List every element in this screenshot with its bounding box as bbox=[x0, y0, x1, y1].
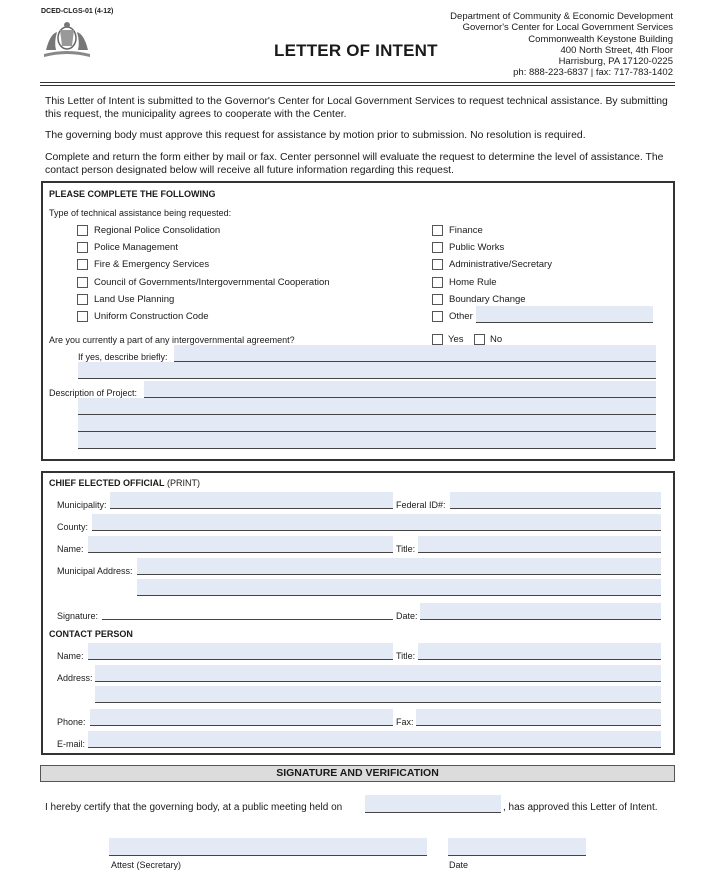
municipality-label: Municipality: bbox=[57, 500, 107, 510]
other-input[interactable] bbox=[476, 306, 653, 323]
option-label: Other bbox=[449, 311, 473, 322]
checkbox-public-works[interactable] bbox=[432, 242, 443, 253]
contact-address-input-line1[interactable] bbox=[95, 665, 661, 682]
checkbox-finance[interactable] bbox=[432, 225, 443, 236]
project-input-line2[interactable] bbox=[78, 398, 656, 415]
checkbox-admin-secretary[interactable] bbox=[432, 259, 443, 270]
contact-address-input-line2[interactable] bbox=[95, 686, 661, 703]
email-input[interactable] bbox=[88, 731, 661, 748]
option-label: Administrative/Secretary bbox=[449, 259, 552, 270]
checkbox-no[interactable] bbox=[474, 334, 485, 345]
agency-address-block bbox=[450, 11, 673, 79]
phone-input[interactable] bbox=[90, 709, 393, 726]
option-label: Police Management bbox=[94, 242, 178, 253]
page-title: LETTER OF INTENT bbox=[274, 41, 438, 60]
intro-paragraph: The governing body must approve this request for assistance by motion prior to submission. No resolution is required. bbox=[45, 130, 586, 141]
describe-label: If yes, describe briefly: bbox=[78, 352, 168, 362]
signature-verification-heading: SIGNATURE AND VERIFICATION bbox=[40, 765, 675, 782]
agency-line: ph: 888-223-6837 | fax: 717-783-1402 bbox=[513, 67, 673, 79]
option-label: Boundary Change bbox=[449, 294, 526, 305]
attest-date-input[interactable] bbox=[448, 838, 586, 856]
section-heading: PLEASE COMPLETE THE FOLLOWING bbox=[49, 189, 216, 199]
header-divider bbox=[40, 82, 675, 83]
option-label: Public Works bbox=[449, 242, 505, 253]
signature-input[interactable] bbox=[102, 603, 393, 620]
official-name-input[interactable] bbox=[88, 536, 393, 553]
form-code: DCED-CLGS-01 (4-12) bbox=[41, 8, 114, 15]
intro-paragraph: This Letter of Intent is submitted to the Governor's Center for Local Government Services to request technical assistance. By submitting this request, the municipality agrees to cooperate with the Center. bbox=[45, 96, 668, 120]
project-input-line1[interactable] bbox=[144, 381, 656, 398]
agency-line: Harrisburg, PA 17120-0225 bbox=[558, 56, 673, 68]
municipal-address-input-line1[interactable] bbox=[137, 558, 661, 575]
intro-paragraph: Complete and return the form either by mail or fax. Center personnel will evaluate the request to determine the level of assistance. The contact person designated below will receive all future information regarding this request. bbox=[45, 152, 664, 176]
official-title-input[interactable] bbox=[418, 536, 661, 553]
describe-input-line1[interactable] bbox=[174, 345, 656, 362]
checkbox-other[interactable] bbox=[432, 311, 443, 322]
federal-id-label: Federal ID#: bbox=[396, 500, 446, 510]
project-input-line4[interactable] bbox=[78, 432, 656, 449]
agency-line: Governor's Center for Local Government Services bbox=[462, 22, 673, 34]
certify-text-prefix: I hereby certify that the governing body, at a public meeting held on bbox=[45, 802, 343, 813]
checkbox-home-rule[interactable] bbox=[432, 277, 443, 288]
date-label: Date: bbox=[396, 611, 418, 621]
project-description-label: Description of Project: bbox=[49, 388, 138, 398]
municipality-input[interactable] bbox=[110, 492, 393, 509]
checkbox-land-use[interactable] bbox=[77, 294, 88, 305]
contact-name-input[interactable] bbox=[88, 643, 393, 660]
agency-line: Commonwealth Keystone Building bbox=[528, 33, 673, 45]
chief-official-heading: CHIEF ELECTED OFFICIAL bbox=[49, 478, 165, 488]
checkbox-yes[interactable] bbox=[432, 334, 443, 345]
option-label: Land Use Planning bbox=[94, 294, 175, 305]
contact-address-label: Address: bbox=[57, 673, 93, 683]
project-input-line3[interactable] bbox=[78, 415, 656, 432]
meeting-date-input[interactable] bbox=[365, 795, 501, 813]
agency-line: Department of Community & Economic Development bbox=[450, 11, 673, 22]
header-divider bbox=[40, 85, 675, 86]
option-label: Finance bbox=[449, 225, 483, 236]
certify-text-suffix: , has approved this Letter of Intent. bbox=[503, 802, 658, 813]
print-note: (PRINT) bbox=[167, 478, 201, 488]
pennsylvania-seal-logo bbox=[42, 20, 92, 60]
agency-line: 400 North Street, 4th Floor bbox=[560, 44, 673, 56]
phone-label: Phone: bbox=[57, 717, 86, 727]
yes-label: Yes bbox=[448, 334, 464, 345]
county-label: County: bbox=[57, 522, 89, 532]
municipal-address-input-line2[interactable] bbox=[137, 579, 661, 596]
attest-date-label: Date bbox=[449, 860, 469, 870]
checkbox-boundary-change[interactable] bbox=[432, 294, 443, 305]
attest-label: Attest (Secretary) bbox=[111, 860, 182, 870]
checkbox-ucc[interactable] bbox=[77, 311, 88, 322]
contact-name-label: Name: bbox=[57, 651, 84, 661]
title-label: Title: bbox=[396, 544, 416, 554]
agreement-question: Are you currently a part of any intergovernmental agreement? bbox=[49, 335, 295, 345]
option-label: Home Rule bbox=[449, 277, 497, 288]
county-input[interactable] bbox=[92, 514, 661, 531]
option-label: Uniform Construction Code bbox=[94, 311, 209, 322]
option-label: Council of Governments/Intergovernmental Cooperation bbox=[94, 277, 330, 288]
email-label: E-mail: bbox=[57, 739, 86, 749]
signature-date-input[interactable] bbox=[420, 603, 661, 620]
attest-signature-input[interactable] bbox=[109, 838, 427, 856]
checkbox-police-management[interactable] bbox=[77, 242, 88, 253]
describe-input-line2[interactable] bbox=[78, 362, 656, 379]
option-label: Fire & Emergency Services bbox=[94, 259, 210, 270]
federal-id-input[interactable] bbox=[450, 492, 661, 509]
municipal-address-label: Municipal Address: bbox=[57, 566, 133, 576]
assistance-type-label: Type of technical assistance being requested: bbox=[49, 208, 232, 218]
fax-input[interactable] bbox=[416, 709, 661, 726]
checkbox-fire-emergency[interactable] bbox=[77, 259, 88, 270]
signature-label: Signature: bbox=[57, 611, 99, 621]
checkbox-regional-police[interactable] bbox=[77, 225, 88, 236]
checkbox-cog[interactable] bbox=[77, 277, 88, 288]
section-heading bbox=[49, 478, 200, 488]
contact-heading: CONTACT PERSON bbox=[49, 629, 133, 639]
name-label: Name: bbox=[57, 544, 84, 554]
fax-label: Fax: bbox=[396, 717, 414, 727]
option-label: Regional Police Consolidation bbox=[94, 225, 221, 236]
contact-title-label: Title: bbox=[396, 651, 416, 661]
contact-title-input[interactable] bbox=[418, 643, 661, 660]
no-label: No bbox=[490, 334, 503, 345]
